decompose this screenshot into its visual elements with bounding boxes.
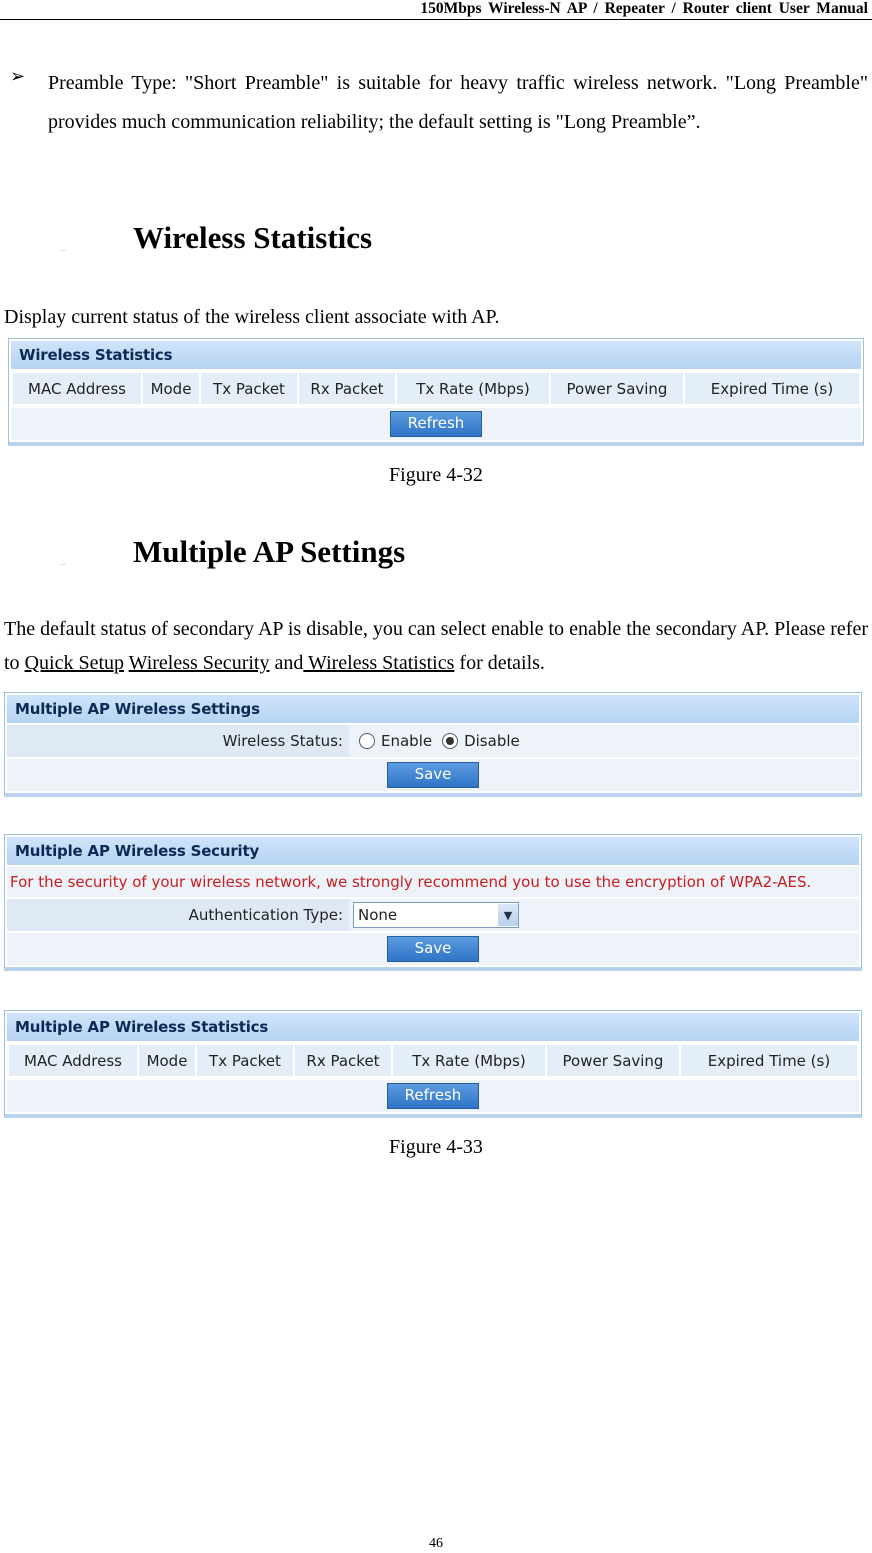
col-tx-rate: Tx Rate (Mbps)	[393, 1045, 545, 1076]
col-tx-rate: Tx Rate (Mbps)	[397, 373, 549, 404]
header-rule	[0, 19, 872, 20]
wireless-statistics-panel	[8, 338, 864, 446]
button-row	[7, 933, 859, 965]
stats-table	[11, 371, 861, 406]
auth-type-select[interactable]	[353, 902, 519, 928]
col-tx-packet: Tx Packet	[197, 1045, 293, 1076]
chevron-down-icon[interactable]: ▼	[498, 904, 518, 926]
multiple-ap-statistics-panel	[4, 1010, 862, 1118]
col-power-saving: Power Saving	[547, 1045, 679, 1076]
figure-caption-4-33: Figure 4-33	[389, 1136, 483, 1158]
heading-marker: —	[60, 562, 66, 568]
save-button[interactable]: Save	[387, 762, 479, 788]
auth-type-label: Authentication Type:	[7, 899, 349, 931]
enable-radio[interactable]	[359, 733, 375, 749]
and-text: and	[274, 652, 304, 674]
bullet-item	[4, 64, 868, 142]
col-mode: Mode	[139, 1045, 195, 1076]
col-rx-packet: Rx Packet	[299, 373, 395, 404]
figure-caption-4-32: Figure 4-32	[389, 464, 483, 486]
col-mac-address: MAC Address	[9, 1045, 137, 1076]
para-text-start: The default status of secondary AP is disable, you can select enable to enable the secondary AP. Please refer to	[4, 618, 868, 674]
col-tx-packet: Tx Packet	[201, 373, 297, 404]
page-number: 46	[429, 1536, 443, 1551]
col-expired-time: Expired Time (s)	[685, 373, 859, 404]
panel-title: Multiple AP Wireless Settings	[7, 695, 859, 723]
page-header: 150Mbps Wireless-N AP / Repeater / Router client User Manual	[420, 0, 868, 17]
multiple-ap-security-panel	[4, 834, 862, 971]
multiple-ap-intro	[4, 612, 868, 680]
button-row	[7, 759, 859, 791]
col-mac-address: MAC Address	[13, 373, 141, 404]
para-text-end: for details.	[459, 652, 545, 674]
disable-radio[interactable]	[442, 733, 458, 749]
wireless-status-label: Wireless Status:	[7, 725, 349, 757]
panel-title: Multiple AP Wireless Security	[7, 837, 859, 865]
table-header-row	[9, 1045, 857, 1076]
col-expired-time: Expired Time (s)	[681, 1045, 857, 1076]
panel-title: Wireless Statistics	[11, 341, 861, 369]
wireless-status-row	[7, 725, 859, 757]
col-mode: Mode	[143, 373, 199, 404]
wireless-security-link[interactable]: Wireless Security	[128, 652, 270, 674]
wireless-statistics-intro: Display current status of the wireless client associate with AP.	[4, 306, 500, 328]
bullet-text: Preamble Type: "Short Preamble" is suitable for heavy traffic wireless network. "Long Preamble" provides much communication reliability; the default setting is "Long Preamble”.	[48, 72, 868, 133]
refresh-button[interactable]: Refresh	[390, 411, 482, 437]
quick-setup-link[interactable]: Quick Setup	[24, 652, 124, 674]
security-warning: For the security of your wireless network, we strongly recommend you to use the encryption of WPA2-AES.	[7, 867, 859, 897]
disable-label: Disable	[464, 732, 520, 750]
auth-type-row	[7, 899, 859, 931]
refresh-button[interactable]: Refresh	[387, 1083, 479, 1109]
enable-label: Enable	[381, 732, 433, 750]
save-button[interactable]: Save	[387, 936, 479, 962]
button-row	[11, 408, 861, 440]
col-rx-packet: Rx Packet	[295, 1045, 391, 1076]
table-header-row	[13, 373, 859, 404]
arrow-bullet-icon: ➢	[10, 66, 26, 86]
section-heading-wireless-statistics: Wireless Statistics	[133, 220, 373, 255]
auth-type-value: None	[358, 906, 398, 924]
heading-marker: —	[60, 248, 66, 254]
panel-title: Multiple AP Wireless Statistics	[7, 1013, 859, 1041]
multiple-ap-settings-panel	[4, 692, 862, 797]
stats-table	[7, 1043, 859, 1078]
wireless-statistics-link[interactable]: Wireless Statistics	[308, 652, 455, 674]
col-power-saving: Power Saving	[551, 373, 683, 404]
section-heading-multiple-ap: Multiple AP Settings	[133, 534, 406, 569]
button-row	[7, 1080, 859, 1112]
